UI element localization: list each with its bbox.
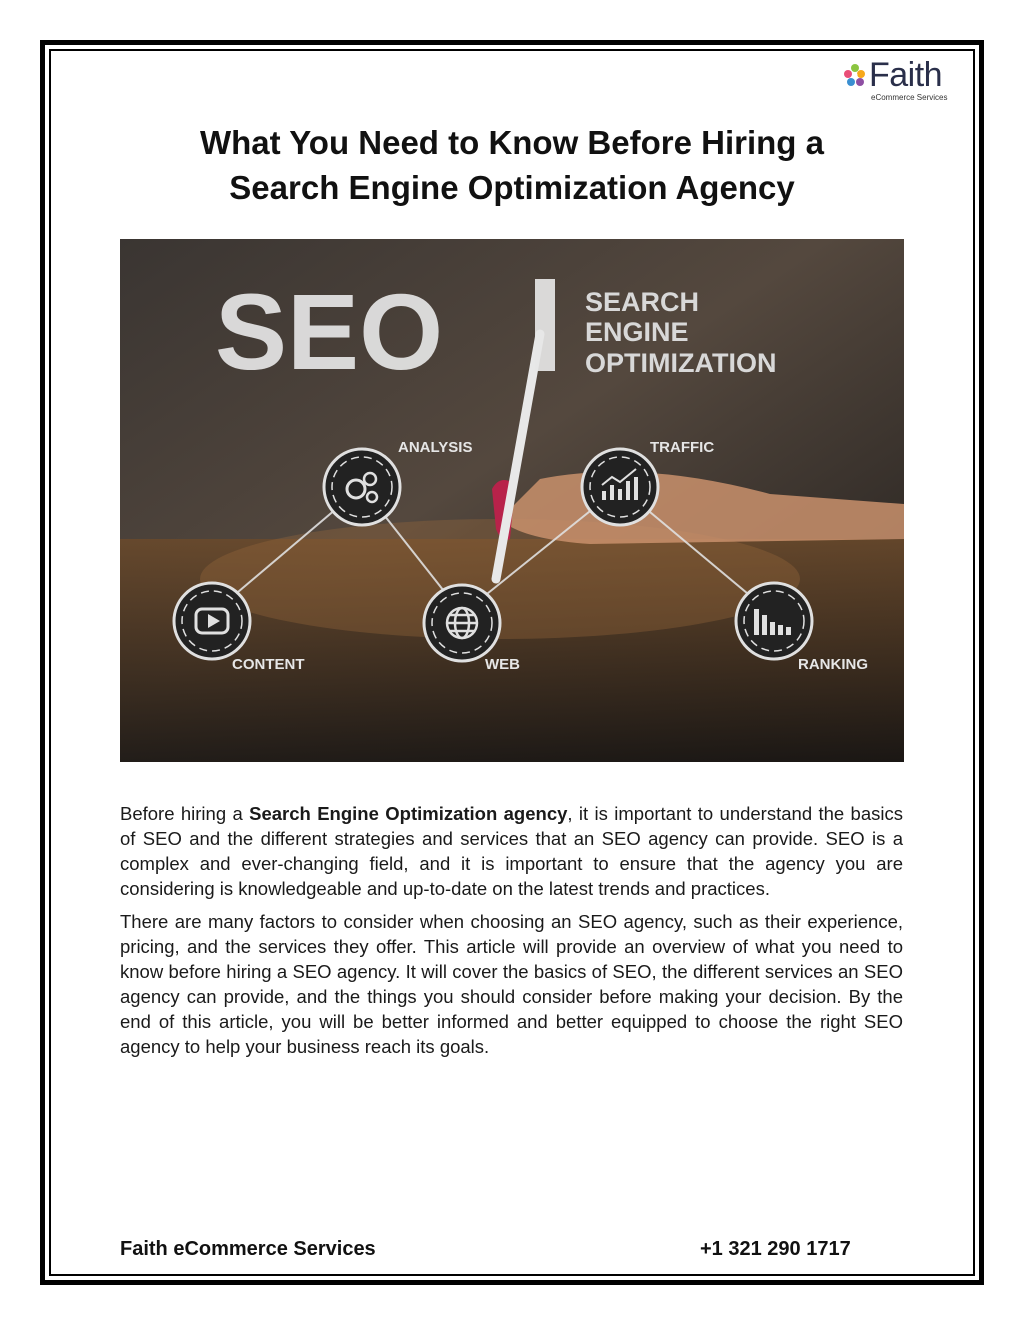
keyword-link: Search Engine Optimization agency [249,803,568,824]
flower-logo-icon [843,60,867,100]
footer-phone-number: +1 321 290 1717 [700,1238,851,1260]
article-paragraph-2: There are many factors to consider when choosing an SEO agency, such as their experience, pricing, and the services they offer. This article will provide an overview of what you need to know before hiring a SEO agency. It will cover the basics of SEO, the different services an SEO agency can provide, and the things you should consider before making your decision. By the end of this article, you will be better informed and better equipped to choose the right SEO agency to help your business reach its goals. [120,911,903,1057]
analysis-label: ANALYSIS [398,439,473,456]
content-label: CONTENT [232,656,305,673]
brand-tagline: eCommerce Services [871,93,948,102]
ranking-label: RANKING [798,656,868,673]
brand-logo [843,56,958,102]
hero-engine-text: ENGINE [585,317,689,347]
hero-search-text: SEARCH [585,287,700,317]
web-label: WEB [485,656,520,673]
article-paragraph-1: Before hiring a Search Engine Optimization agency, it is important to understand the basics of SEO and the different strategies and services that an SEO agency can provide. SEO is a complex and ever-changing field, and it is important to ensure that the agency you are considering is knowledgeable and up-to-date on the latest trends and practices. [120,803,903,899]
footer-company-name: Faith eCommerce Services [120,1238,376,1260]
hero-optimization-text: OPTIMIZATION [585,348,777,378]
seo-hero-image [120,239,904,762]
page-title [100,120,924,210]
hero-seo-text: SEO [215,271,444,392]
brand-name: Faith [869,56,943,94]
title-line-2: Search Engine Optimization Agency [229,169,795,206]
title-line-1: What You Need to Know Before Hiring a [200,124,824,161]
article-body [120,801,903,1067]
hero-illustration [120,239,904,762]
traffic-label: TRAFFIC [650,439,715,456]
